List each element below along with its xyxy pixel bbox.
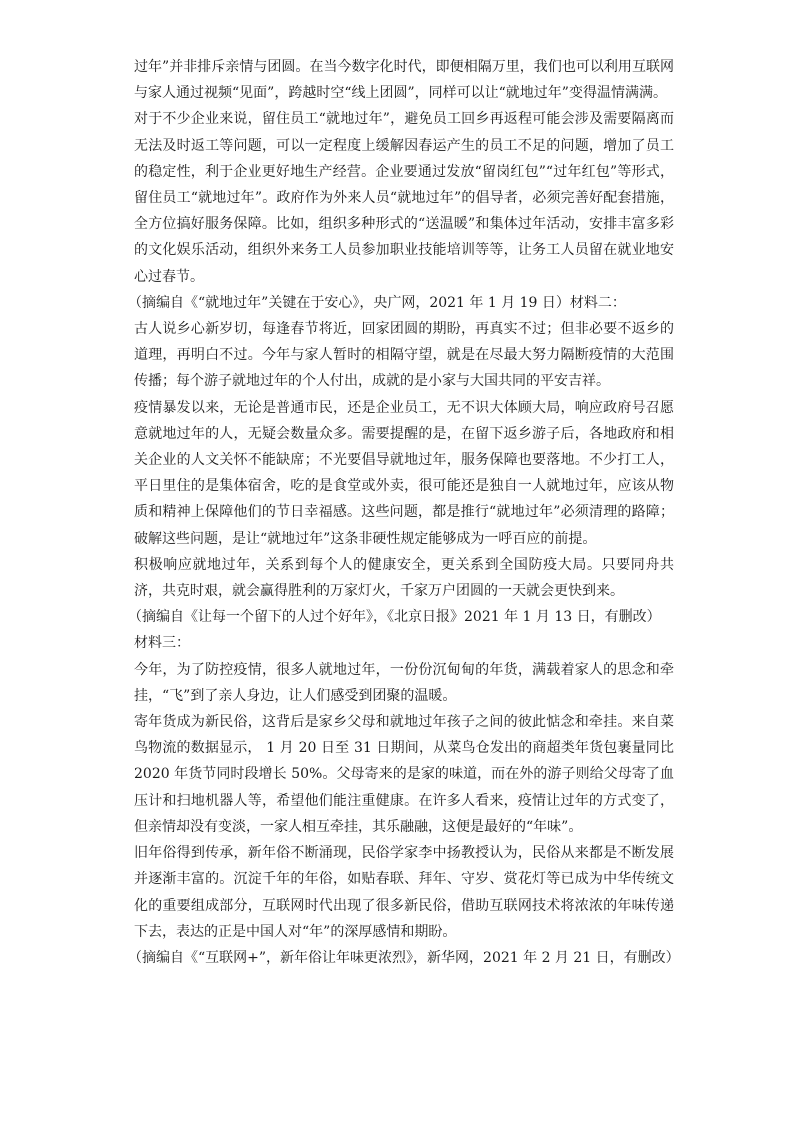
source-citation-3: （摘编自《“互联网+”，新年俗让年味更浓烈》，新华网，2021 年 2 月 21 日，有删改）: [128, 949, 680, 966]
document-body: [128, 54, 680, 971]
source-citation-2: （摘编自《让每一个留下的人过个好年》，《北京日报》2021 年 1 月 13 日，有删改）: [128, 609, 661, 626]
paragraph-enterprise: 对于不少企业来说，留住员工“就地过年”，避免员工回乡再返程可能会涉及需要隔离而无法及时返工等问题，可以一定程度上缓解因春运产生的员工不足的问题，增加了员工的稳定性，利于企业更好地生产经营。企业要通过发放“留岗红包”“过年红包”等形式，留住员工“就地过年”。政府作为外来人员“就地过年”的倡导者，必须完善好配套措施，全方位搞好服务保障。比如，组织多种形式的“送温暖”和集体过年活动，安排丰富多彩的文化娱乐活动，组织外来务工人员参加职业技能培训等等，让务工人员留在就业地安心过春节。: [134, 111, 674, 285]
paragraph-homesick: 古人说乡心新岁切，每逢春节将近，回家团圆的期盼，再真实不过；但非必要不返乡的道理，再明白不过。今年与家人暂时的相隔守望，就是在尽最大努力隔断疫情的大范围传播；每个游子就地过年的个人付出，成就的是小家与大国共同的平安吉祥。: [134, 321, 674, 390]
material-three-heading: 材料三：: [134, 635, 190, 652]
paragraph-intro-continued: 过年”并非排斥亲情与团圆。在当今数字化时代，即便相隔万里，我们也可以利用互联网与家人通过视频“见面”，跨越时空“线上团圆”，同样可以让“就地过年”变得温情满满。: [134, 59, 674, 102]
paragraph-new-year-goods: 今年，为了防控疫情，很多人就地过年，一份份沉甸甸的年货，满载着家人的思念和牵挂，“飞”到了亲人身边，让人们感受到团聚的温暖。: [134, 661, 674, 704]
paragraph-response: 积极响应就地过年，关系到每个人的健康安全，更关系到全国防疫大局。只要同舟共济，共克时艰，就会赢得胜利的万家灯火，千家万户团圆的一天就会更快到来。: [134, 556, 674, 600]
paragraph-folk-custom: 旧年俗得到传承，新年俗不断涌现，民俗学家李中扬教授认为，民俗从来都是不断发展并逐渐丰富的。沉淀千年的年俗，如贴春联、拜年、守岁、赏花灯等已成为中华传统文化的重要组成部分，互联网时代出现了很多新民俗，借助互联网技术将浓浓的年味传递下去，表达的正是中国人对“年”的深厚感情和期盼。: [134, 845, 674, 940]
source-citation-1: （摘编自《“就地过年”关键在于安心》，央广网，2021 年 1 月 19 日）材料二：: [128, 294, 626, 311]
paragraph-epidemic: 疫情暴发以来，无论是普通市民，还是企业员工，无不识大体顾大局，响应政府号召愿意就地过年的人，无疑会数量众多。需要提醒的是，在留下返乡游子后，各地政府和相关企业的人文关怀不能缺席；不光要倡导就地过年，服务保障也要落地。不少打工人，平日里住的是集体宿舍，吃的是食堂或外卖，很可能还是独自一人就地过年，应该从物质和精神上保障他们的节日幸福感。这些问题，都是推行“就地过年”必须清理的路障；破解这些问题，是让“就地过年”这条非硬性规定能够成为一呼百应的前提。: [134, 399, 674, 547]
paragraph-new-custom: 寄年货成为新民俗，这背后是家乡父母和就地过年孩子之间的彼此惦念和牵挂。来自菜鸟物流的数据显示， 1 月 20 日至 31 日期间，从菜鸟仓发出的商超类年货包裹量同比 2020 年货节同时段增长 50%。父母寄来的是家的味道，而在外的游子则给父母寄了血压计和扫地机器人等，希望他们能注重健康。在许多人看来，疫情让过年的方式变了，但亲情却没有变淡，一家人相互牵挂，其乐融融，这便是最好的“年味”。: [134, 714, 674, 835]
